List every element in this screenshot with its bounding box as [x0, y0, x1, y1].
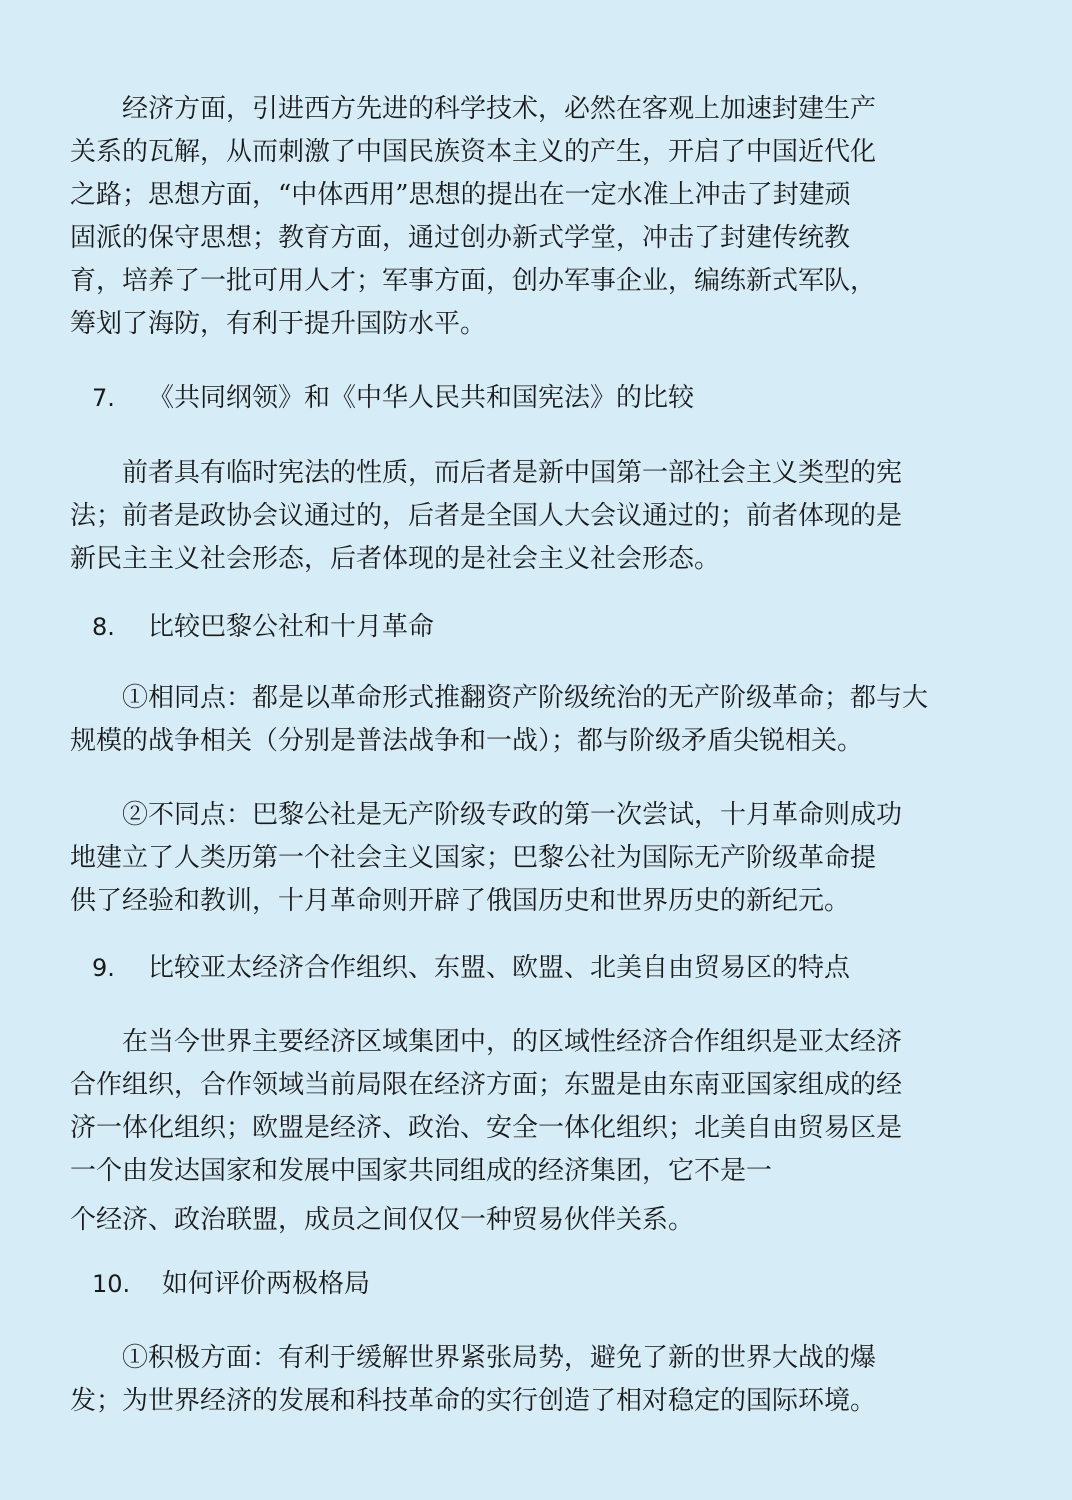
text-line: 规模的战争相关（分别是普法战争和一战）；都与阶级矛盾尖锐相关。 — [70, 726, 864, 756]
text-line: 新民主主义社会形态，后者体现的是社会主义社会形态。 — [70, 544, 721, 574]
text-line: 关系的瓦解，从而刺激了中国民族资本主义的产生，开启了中国近代化 — [70, 137, 877, 167]
heading-number: 9. — [92, 954, 115, 982]
paragraph-economic-blocs — [70, 1021, 1010, 1242]
text-line: ①相同点：都是以革命形式推翻资产阶级统治的无产阶级革命；都与大 — [70, 683, 929, 713]
text-line: 前者具有临时宪法的性质，而后者是新中国第一部社会主义类型的宪 — [70, 458, 903, 488]
paragraph-bipolar-positive — [70, 1337, 1010, 1423]
paragraph-similarities — [70, 677, 1010, 763]
heading-text: 比较亚太经济合作组织、东盟、欧盟、北美自由贸易区的特点 — [148, 953, 851, 983]
text-line: 合作组织，合作领域当前局限在经济方面；东盟是由东南亚国家组成的经 — [70, 1070, 903, 1100]
text-line: ①积极方面：有利于缓解世界紧张局势，避免了新的世界大战的爆 — [70, 1343, 877, 1373]
text-line: 经济方面，引进西方先进的科学技术，必然在客观上加速封建生产 — [70, 94, 877, 124]
text-line: 济一体化组织；欧盟是经济、政治、安全一体化组织；北美自由贸易区是 — [70, 1113, 903, 1143]
text-line: 之路；思想方面，“中体西用”思想的提出在一定水准上冲击了封建顽 — [70, 180, 851, 210]
heading-9 — [92, 948, 850, 988]
heading-text: 比较巴黎公社和十月革命 — [148, 612, 435, 642]
text-line: 法；前者是政协会议通过的，后者是全国人大会议通过的；前者体现的是 — [70, 501, 903, 531]
text-line: 发；为世界经济的发展和科技革命的实行创造了相对稳定的国际环境。 — [70, 1386, 877, 1416]
heading-number: 8. — [92, 613, 115, 641]
paragraph-constitution-comparison — [70, 452, 1010, 581]
text-line: 育，培养了一批可用人才；军事方面，创办军事企业，编练新式军队， — [70, 266, 877, 296]
heading-7 — [92, 378, 694, 418]
heading-number: 7. — [92, 384, 115, 412]
heading-number: 10. — [92, 1270, 131, 1298]
heading-text: 《共同纲领》和《中华人民共和国宪法》的比较 — [148, 383, 695, 413]
heading-10 — [92, 1264, 370, 1304]
text-line: 一个由发达国家和发展中国家共同组成的经济集团，它不是一 — [70, 1156, 773, 1186]
text-line: 筹划了海防，有利于提升国防水平。 — [70, 309, 487, 339]
text-line: 在当今世界主要经济区域集团中，的区域性经济合作组织是亚太经济 — [70, 1027, 903, 1057]
text-line: 个经济、政治联盟，成员之间仅仅一种贸易伙伴关系。 — [70, 1205, 695, 1235]
text-line: 固派的保守思想；教育方面，通过创办新式学堂，冲击了封建传统教 — [70, 223, 851, 253]
heading-text: 如何评价两极格局 — [162, 1269, 371, 1299]
paragraph-differences — [70, 794, 1010, 923]
text-line: 供了经验和教训，十月革命则开辟了俄国历史和世界历史的新纪元。 — [70, 886, 851, 916]
heading-8 — [92, 607, 434, 647]
text-line: ②不同点：巴黎公社是无产阶级专政的第一次尝试，十月革命则成功 — [70, 800, 903, 830]
text-line: 地建立了人类历第一个社会主义国家；巴黎公社为国际无产阶级革命提 — [70, 843, 877, 873]
paragraph-reform-effects — [70, 88, 1010, 346]
